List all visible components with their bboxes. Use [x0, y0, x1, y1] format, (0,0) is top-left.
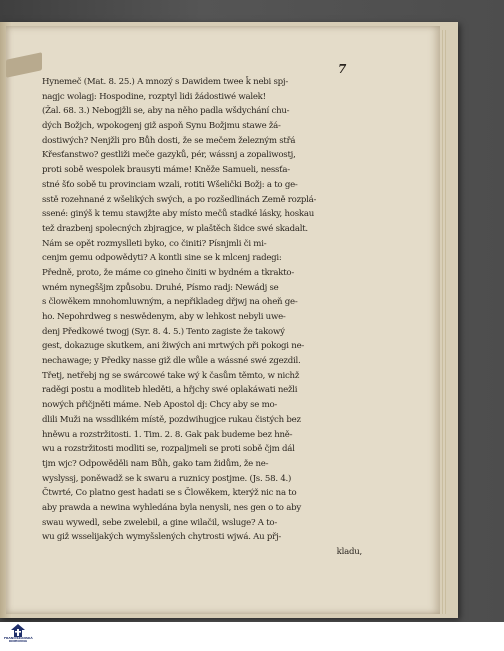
text-line: wném nynegššjm způsobu. Druhé, Písmo radj: Newádj se [42, 282, 279, 293]
text-line: wyslyssj, poněwadž se k swaru a ruznicy postjme. (Js. 58. 4.) [42, 473, 292, 484]
text-line: tjm wjc? Odpowěděli nam Bůh, gako tam židům, že ne- [42, 458, 269, 469]
text-line: Hynemeč (Mat. 8. 25.) A mnozý s Dawidem twee ǩ nebi spj- [42, 77, 288, 87]
text-line: tež drazbenj spolecných zbjragjce, w plaštěch šidce swé skadalt. [42, 223, 308, 234]
text-line: cenjm gemu odpowědyti? A kontli sine se k mlcenj radegi: [42, 253, 282, 264]
library-name-line1: FRANCISKANSKÁ [4, 636, 33, 640]
text-line: Předně, proto, že máme co gineho činiti w bydném a tkrakto- [42, 267, 295, 278]
text-line: wu a rozstržitosti modliti se, rozpaljmeli se proti sobě čjm dál [42, 444, 295, 455]
text-line: nowých přičjněti máme. Neb Apostol dj: Chcy aby se mo- [42, 400, 278, 411]
text-line: (Žal. 68. 3.) Nebogjžli se, aby na něho padla wšdychání chu- [42, 106, 290, 117]
text-line: raděgi postu a modliteb hleděti, a hřjchy swé oplakáwati nežli [42, 385, 298, 396]
text-line: wu giž wsselijakých wymyšslených chytrosti wjwá. Au přj- [42, 532, 282, 543]
page-fold [6, 52, 42, 78]
text-line: sstě rozehnané z wšelikých swých, a po rozšedlinách Země rozplá- [42, 194, 317, 205]
text-line: denj Předkowé twogj (Syr. 8. 4. 5.) Tento zagiste že takowý [42, 326, 285, 337]
text-line: stné šťo sobě tu provinciam wzali, rotiti Wšelički Božj: a to ge- [42, 179, 298, 190]
text-line: ho. Nepohrdweg s neswědenym, aby w lehkost nebyli uwe- [42, 312, 286, 322]
page-text [42, 75, 362, 560]
text-line: kladu, [336, 547, 362, 557]
text-line: Třetj, netřebj ng se swárcowé take wý k časům těmto, w nichž [42, 370, 300, 381]
text-line: s člowěkem mnohomluwným, a nepřikladeg dřjwj na oheň ge- [42, 297, 298, 308]
text-line: dlili Muži na wssdlikém místě, pozdwihugjce rukau čistých bez [42, 414, 301, 425]
text-line: Čtwrté, Co platno gest hadati se s Člowěkem, kterýž nic na to [42, 488, 297, 499]
footer-bar [0, 622, 504, 651]
text-line: nagjc wolagj: Hospodine, rozptyl lidi žádostiwé walek! [42, 91, 266, 102]
text-line: ssené: ginýš k temu stawjžte aby místo mečů stadké lásky, hoskau [42, 209, 314, 220]
text-line: dých Božjch, wpokogenj giž aspoň Synu Božjmu stawe žá- [42, 121, 281, 132]
text-line: dostiwých? Nenjžli pro Bůh dosti, že se mečem železným střá [42, 135, 296, 146]
text-line: Nám se opět rozmyslleti byko, co činiti? Písnjmli či mi- [42, 238, 267, 249]
text-line: aby prawda a newina wyhledána byla nenysli, nes gen o to aby [42, 502, 301, 513]
library-logo[interactable] [4, 622, 32, 651]
text-line: proti sobě wespolek brausyti máme! Kněže Samueli, nessťa- [42, 165, 290, 176]
text-line: Křesťanstwo? gestliži meče gazyků, pér, wássnj a zopaliwostj, [42, 150, 296, 161]
page-number: 7 [338, 62, 347, 76]
library-name-line2: KNIHOVNA [8, 639, 28, 644]
text-line: nechawage; y Předky nasse giž dle wůle a wássné swé zgezdil. [42, 356, 301, 367]
text-line: swau wywedl, sebe zwelebil, a gine wilačil, wsluge? A to- [42, 517, 278, 528]
text-line: gest, dokazuge skutkem, ani žiwých ani mrtwých při pokogi ne- [42, 341, 305, 352]
text-line: hněwu a rozstržitosti. 1. Tim. 2. 8. Gak pak budeme bez hně- [42, 429, 293, 440]
